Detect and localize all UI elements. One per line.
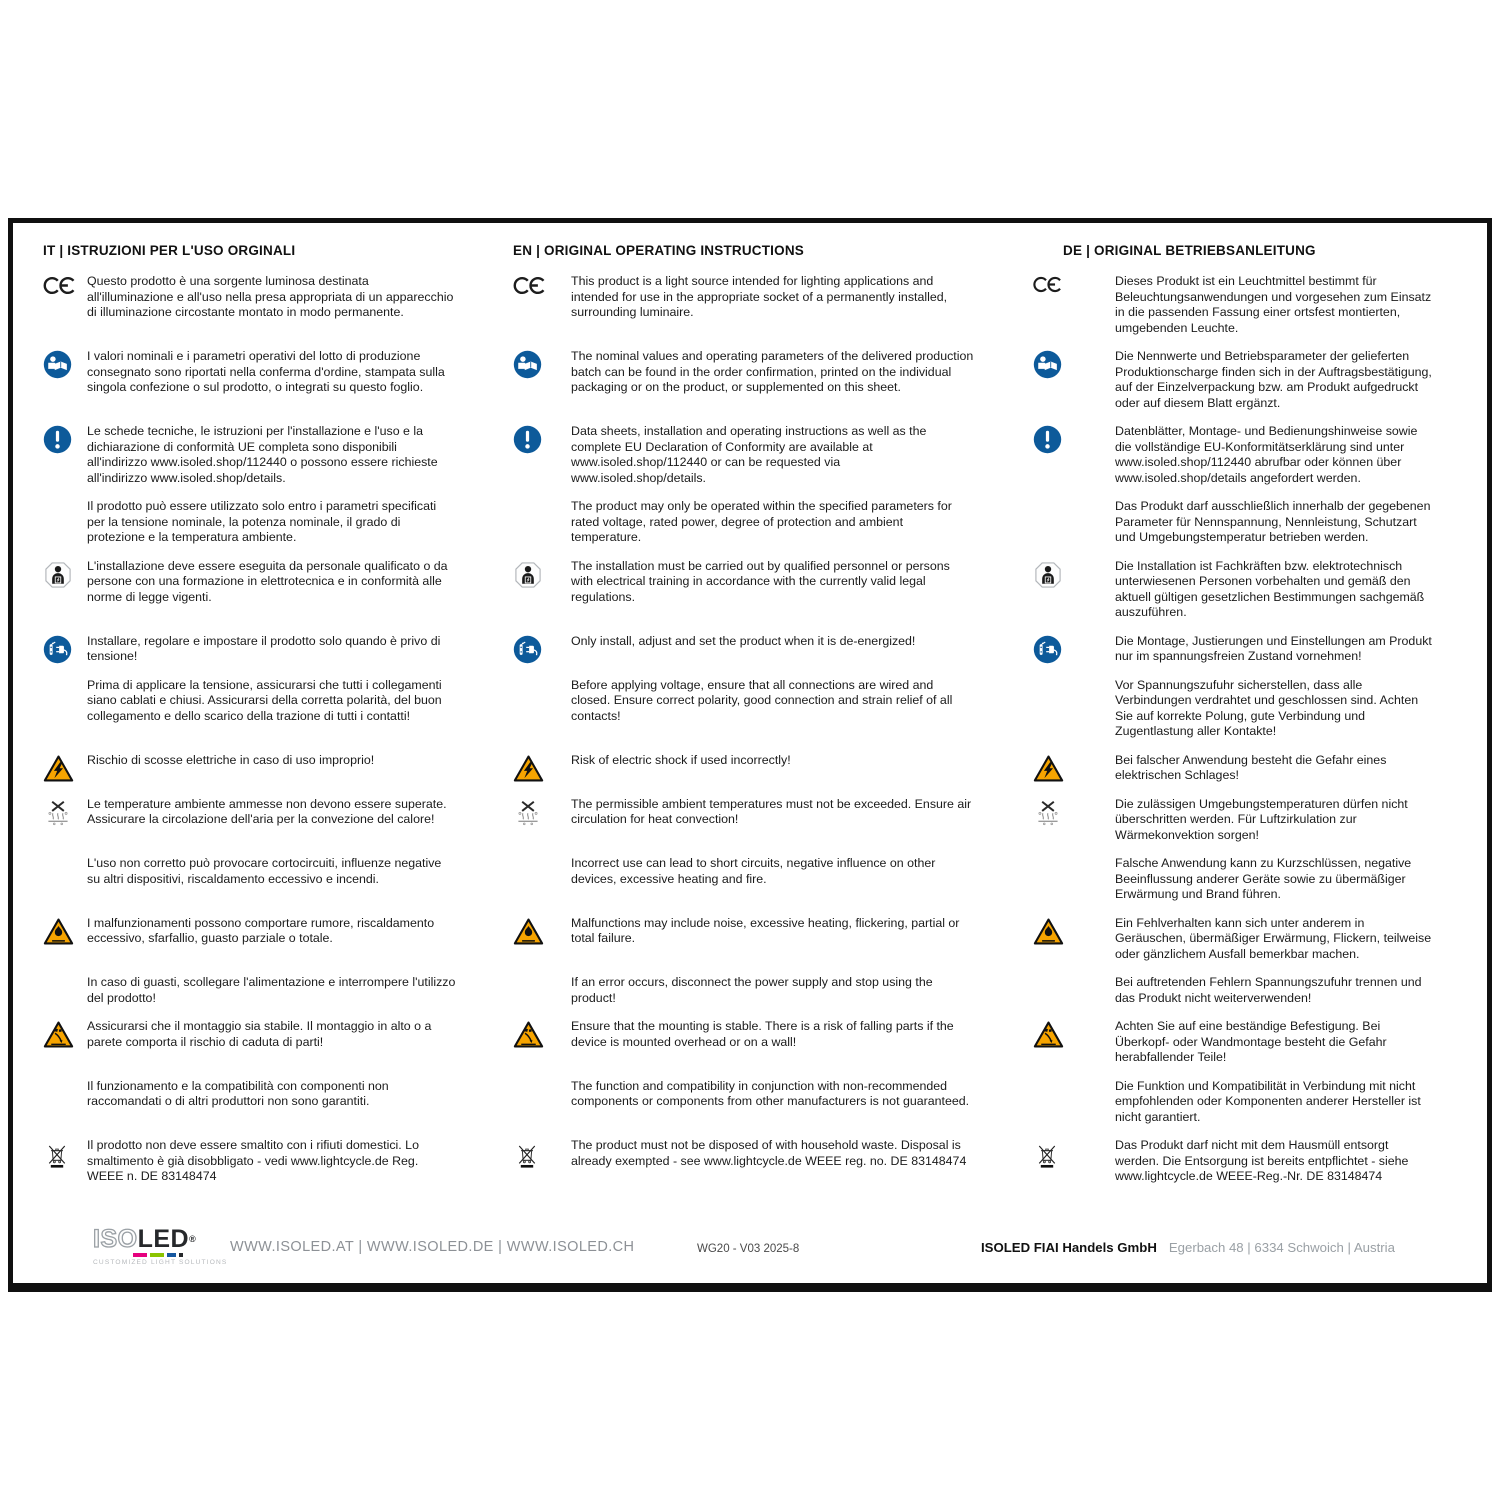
logo-color-bars	[133, 1253, 243, 1257]
instruction-text: Die Installation ist Fachkräften bzw. elektrotechnisch unterwiesenen Personen vorbehalten und gemäß den aktuell gültigen gesetzlichen Bestimmungen sachgemäß auszuführen.	[1115, 558, 1425, 619]
instruction-text: Ensure that the mounting is stable. There is a risk of falling parts if the device is mounted overhead or on a wall!	[571, 1019, 954, 1049]
instruction-item	[43, 1019, 513, 1066]
icon-spacer	[43, 678, 77, 740]
mandatory-info-icon	[513, 424, 547, 486]
icon-spacer	[513, 499, 547, 546]
instruction-text: Only install, adjust and set the product when it is de-energized!	[571, 633, 916, 648]
instruction-text: Le temperature ambiente ammesse non devono essere superate. Assicurare la circolazione dell'aria per la convezione del calore!	[87, 796, 447, 826]
instruction-text: Questo prodotto è una sorgente luminosa destinata all'illuminazione e all'uso nella presa appropriata di un apparecchio di illuminazione circostante montato in modo permanente.	[87, 274, 454, 319]
instruction-item	[1033, 1138, 1457, 1185]
icon-spacer	[43, 499, 77, 546]
weee-disposal-icon	[1033, 1138, 1067, 1185]
instruction-item	[43, 856, 513, 903]
instruction-item	[43, 424, 513, 486]
instruction-text: The function and compatibility in conjunction with non-recommended components or components from other manufacturers is not guaranteed.	[571, 1078, 970, 1108]
logo-registered-mark: ®	[189, 1234, 197, 1244]
logo-subtitle: CUSTOMIZED LIGHT SOLUTIONS	[93, 1259, 228, 1266]
read-manual-icon	[1033, 349, 1067, 411]
ce-mark-icon	[513, 274, 547, 336]
instruction-item	[513, 559, 1033, 621]
instruction-item	[43, 559, 513, 621]
logo-bar-dark	[179, 1253, 183, 1257]
company-name: ISOLED FIAI Handels GmbH	[981, 1240, 1157, 1255]
read-manual-icon	[513, 349, 547, 411]
instruction-item	[513, 856, 1033, 903]
instruction-item	[513, 916, 1033, 963]
instruction-text: Rischio di scosse elettriche in caso di uso improprio!	[87, 752, 375, 767]
instruction-text: I malfunzionamenti possono comportare rumore, riscaldamento eccessivo, sfarfallio, guasto parziale o totale.	[87, 915, 435, 945]
instruction-item	[43, 274, 513, 336]
instruction-text: In caso di guasti, scollegare l'alimentazione e interrompere l'utilizzo del prodotto!	[87, 975, 456, 1005]
qualified-electrician-icon	[1033, 559, 1067, 621]
logo-bar-green	[150, 1253, 164, 1257]
instruction-item	[1033, 856, 1457, 903]
logo-led-text: LED	[137, 1225, 190, 1253]
instruction-item	[513, 797, 1033, 844]
read-manual-icon	[43, 349, 77, 411]
instruction-item	[1033, 916, 1457, 963]
ambient-temperature-icon	[43, 797, 77, 844]
instruction-item	[1033, 797, 1457, 844]
icon-spacer	[1033, 678, 1067, 740]
instruction-text: Falsche Anwendung kann zu Kurzschlüssen, negative Beeinflussung anderer Geräte sowie zu übermäßiger Erwärmung und Brand führen.	[1115, 856, 1412, 901]
footer-version-code: WG20 - V03 2025-8	[697, 1243, 800, 1255]
instruction-text: Risk of electric shock if used incorrectly!	[571, 752, 791, 767]
instruction-item	[43, 349, 513, 411]
electric-shock-warning-icon	[513, 753, 547, 784]
fire-warning-icon	[1033, 916, 1067, 963]
instruction-text: Installare, regolare e impostare il prodotto solo quando è privo di tensione!	[87, 633, 441, 663]
disconnect-power-icon	[513, 634, 547, 665]
instruction-text: Before applying voltage, ensure that all connections are wired and closed. Ensure correct polarity, good connection and strain relief of all contacts!	[571, 677, 953, 723]
icon-spacer	[1033, 499, 1067, 546]
disconnect-power-icon	[1033, 634, 1067, 665]
icon-spacer	[1033, 1079, 1067, 1126]
instruction-text: L'uso non corretto può provocare cortocircuiti, influenze negative su altri dispositivi, riscaldamento eccessivo e incendi.	[87, 856, 442, 886]
footer-company-info	[981, 1240, 1395, 1255]
instruction-text: I valori nominali e i parametri operativi del lotto di produzione consegnato sono riportati nella conferma d'ordine, stampata sulla singola confezione o sul prodotto, o integrati su questo foglio.	[87, 349, 445, 394]
instruction-text: If an error occurs, disconnect the power supply and stop using the product!	[571, 975, 933, 1005]
instruction-item	[43, 634, 513, 665]
instruction-item	[1033, 753, 1457, 784]
instruction-text: Incorrect use can lead to short circuits, negative influence on other devices, excessive heating and fire.	[571, 856, 936, 886]
instruction-text: Malfunctions may include noise, excessive heating, flickering, partial or total failure.	[571, 915, 960, 945]
instruction-item	[43, 678, 513, 740]
icon-spacer	[513, 1079, 547, 1126]
qualified-electrician-icon	[513, 559, 547, 621]
instruction-item	[513, 1138, 1033, 1185]
instruction-item	[1033, 424, 1457, 486]
logo-iso-text: ISO	[93, 1225, 138, 1253]
instruction-sheet	[8, 218, 1492, 1292]
instruction-text: Bei falscher Anwendung besteht die Gefahr eines elektrischen Schlages!	[1115, 752, 1387, 782]
instruction-item	[43, 1079, 513, 1126]
instruction-item	[1033, 559, 1457, 621]
instruction-text: Il prodotto può essere utilizzato solo entro i parametri specificati per la tensione nominale, la potenza nominale, il grado di protezione e la temperatura ambiente.	[87, 499, 437, 544]
fire-warning-icon	[43, 916, 77, 963]
instruction-text: Das Produkt darf ausschließlich innerhalb der gegebenen Parameter für Nennspannung, Nennleistung, Schutzart und Umgebungstemperatur betrieben werden.	[1115, 499, 1431, 544]
icon-spacer	[513, 975, 547, 1006]
icon-spacer	[1033, 856, 1067, 903]
company-address: Egerbach 48 | 6334 Schwoich | Austria	[1168, 1240, 1395, 1255]
falling-parts-warning-icon	[43, 1019, 77, 1066]
ambient-temperature-icon	[513, 797, 547, 844]
instruction-item	[513, 349, 1033, 411]
instruction-item	[43, 797, 513, 844]
logo-bar-magenta	[133, 1253, 147, 1257]
electric-shock-warning-icon	[1033, 753, 1067, 784]
icon-spacer	[513, 678, 547, 740]
instruction-text: Die zulässigen Umgebungstemperaturen dürfen nicht überschritten werden. Für Luftzirkulation zur Wärmekonvektion sorgen!	[1115, 796, 1408, 842]
instruction-item	[513, 424, 1033, 486]
falling-parts-warning-icon	[513, 1019, 547, 1066]
instruction-item	[1033, 678, 1457, 740]
isoled-logo	[93, 1227, 243, 1266]
instruction-text: Data sheets, installation and operating instructions as well as the complete EU Declaration of Conformity are available at www.isoled.shop/112440 or can be requested via www.isoled.shop/details.	[571, 424, 927, 485]
instruction-item	[1033, 274, 1457, 336]
instruction-text: L'installazione deve essere eseguita da personale qualificato o da persone con una formazione in elettrotecnica e in conformità alle norme di legge vigenti.	[87, 558, 448, 604]
instruction-text: Datenblätter, Montage- und Bedienungshinweise sowie die vollständige EU-Konformitätserklärung sind unter www.isoled.shop/112440 abrufbar oder können über www.isoled.shop/details angefordert werden.	[1115, 424, 1418, 485]
instruction-item	[1033, 634, 1457, 665]
isoled-logo-wordmark	[93, 1227, 243, 1252]
instruction-item	[513, 1019, 1033, 1066]
instruction-item	[1033, 1079, 1457, 1126]
instruction-text: Vor Spannungszufuhr sicherstellen, dass alle Verbindungen verdrahtet und geschlossen sind. Achten Sie auf korrekte Polung, gute Verbindung und Zugentlastung aller Kontakte!	[1115, 677, 1419, 738]
instruction-text: Ein Fehlverhalten kann sich unter anderem in Geräuschen, übermäßiger Erwärmung, Flickern, teilweise oder gänzlichem Ausfall bemerkbar machen.	[1115, 915, 1432, 961]
instruction-text: Die Funktion und Kompatibilität in Verbindung mit nicht empfohlenden oder Komponenten anderer Hersteller ist nicht garantiert.	[1115, 1078, 1421, 1124]
disconnect-power-icon	[43, 634, 77, 665]
qualified-electrician-icon	[43, 559, 77, 621]
column-header-de: DE | ORIGINAL BETRIEBSANLEITUNG	[1063, 243, 1316, 258]
instruction-text: Achten Sie auf eine beständige Befestigung. Bei Überkopf- oder Wandmontage besteht die Gefahr herabfallender Teile!	[1115, 1019, 1387, 1064]
logo-bar-blue	[167, 1253, 176, 1257]
icon-spacer	[1033, 975, 1067, 1006]
instruction-item	[513, 975, 1033, 1006]
ce-mark-icon	[1033, 274, 1067, 336]
instruction-text: Il funzionamento e la compatibilità con componenti non raccomandati o di altri produttori non sono garantiti.	[87, 1078, 389, 1108]
icon-spacer	[43, 975, 77, 1006]
ce-mark-icon	[43, 274, 77, 336]
instruction-text: The product must not be disposed of with household waste. Disposal is already exempted - see www.lightcycle.de WEEE reg. no. DE 83148474	[571, 1138, 967, 1168]
weee-disposal-icon	[43, 1138, 77, 1185]
weee-disposal-icon	[513, 1138, 547, 1185]
instruction-item	[513, 499, 1033, 546]
instruction-item	[1033, 349, 1457, 411]
sheet-footer	[13, 1225, 1487, 1277]
instruction-item	[1033, 1019, 1457, 1066]
instruction-text: The product may only be operated within the specified parameters for rated voltage, rated power, degree of protection and ambient temperature.	[571, 499, 952, 544]
instruction-text: The nominal values and operating parameters of the delivered production batch can be found in the order confirmation, printed on the individual packaging or on the product, or supplemented on this sheet.	[571, 349, 974, 394]
column-header-en: EN | ORIGINAL OPERATING INSTRUCTIONS	[513, 243, 804, 258]
instruction-item	[513, 274, 1033, 336]
language-columns	[13, 223, 1487, 1198]
instruction-text: This product is a light source intended for lighting applications and intended for use in the appropriate socket of a permanently installed, surrounding luminaire.	[571, 274, 948, 319]
icon-spacer	[513, 856, 547, 903]
instruction-item	[43, 499, 513, 546]
instruction-text: Il prodotto non deve essere smaltito con i rifiuti domestici. Lo smaltimento è già disobbligato - vedi www.lightcycle.de Reg. WEEE n. DE 83148474	[87, 1138, 419, 1183]
ambient-temperature-icon	[1033, 797, 1067, 844]
instruction-item	[1033, 499, 1457, 546]
instruction-text: The installation must be carried out by qualified personnel or persons with electrical training in accordance with the currently valid legal regulations.	[571, 558, 950, 604]
instruction-text: Dieses Produkt ist ein Leuchtmittel bestimmt für Beleuchtungsanwendungen und vorgesehen zum Einsatz in die passenden Fassung einer ortsfest montierten, umgebenden Leuchte.	[1115, 274, 1432, 335]
instruction-text: The permissible ambient temperatures must not be exceeded. Ensure air circulation for heat convection!	[571, 796, 972, 826]
icon-spacer	[43, 856, 77, 903]
instruction-text: Prima di applicare la tensione, assicurarsi che tutti i collegamenti siano cablati e chiusi. Assicurarsi della corretta polarità, del buon collegamento e dello scarico della trazione di tutti i contatti!	[87, 677, 442, 723]
instruction-item	[513, 753, 1033, 784]
instruction-text: Die Nennwerte und Betriebsparameter der gelieferten Produktionscharge finden sich in der Auftragsbestätigung, auf der Einzelverpackung bzw. am Produkt aufgedruckt oder auf diesem Blatt ergänzt.	[1115, 349, 1432, 410]
instruction-item	[513, 678, 1033, 740]
falling-parts-warning-icon	[1033, 1019, 1067, 1066]
instruction-text: Le schede tecniche, le istruzioni per l'installazione e l'uso e la dichiarazione di conformità UE completa sono disponibili all'indirizzo www.isoled.shop/112440 o possono essere richieste all'indirizzo www.isoled.shop/details.	[87, 424, 438, 485]
column-header-it: IT | ISTRUZIONI PER L'USO ORGINALI	[43, 243, 296, 258]
electric-shock-warning-icon	[43, 753, 77, 784]
instruction-text: Das Produkt darf nicht mit dem Hausmüll entsorgt werden. Die Entsorgung ist bereits entpflichtet - siehe www.lightcycle.de WEEE-Reg.-Nr. DE 83148474	[1115, 1138, 1409, 1183]
footer-websites: WWW.ISOLED.AT | WWW.ISOLED.DE | WWW.ISOLED.CH	[230, 1239, 635, 1255]
instruction-text: Bei auftretenden Fehlern Spannungszufuhr trennen und das Produkt nicht weiterverwenden!	[1115, 975, 1422, 1005]
mandatory-info-icon	[1033, 424, 1067, 486]
mandatory-info-icon	[43, 424, 77, 486]
instruction-item	[43, 916, 513, 963]
instruction-text: Die Montage, Justierungen und Einstellungen am Produkt nur im spannungsfreien Zustand vornehmen!	[1115, 633, 1432, 663]
instruction-item	[1033, 975, 1457, 1006]
instruction-item	[43, 753, 513, 784]
fire-warning-icon	[513, 916, 547, 963]
instruction-item	[513, 634, 1033, 665]
instruction-text: Assicurarsi che il montaggio sia stabile. Il montaggio in alto o a parete comporta il rischio di caduta di parti!	[87, 1019, 432, 1049]
instruction-item	[43, 975, 513, 1006]
icon-spacer	[43, 1079, 77, 1126]
instruction-item	[43, 1138, 513, 1185]
instruction-item	[513, 1079, 1033, 1126]
